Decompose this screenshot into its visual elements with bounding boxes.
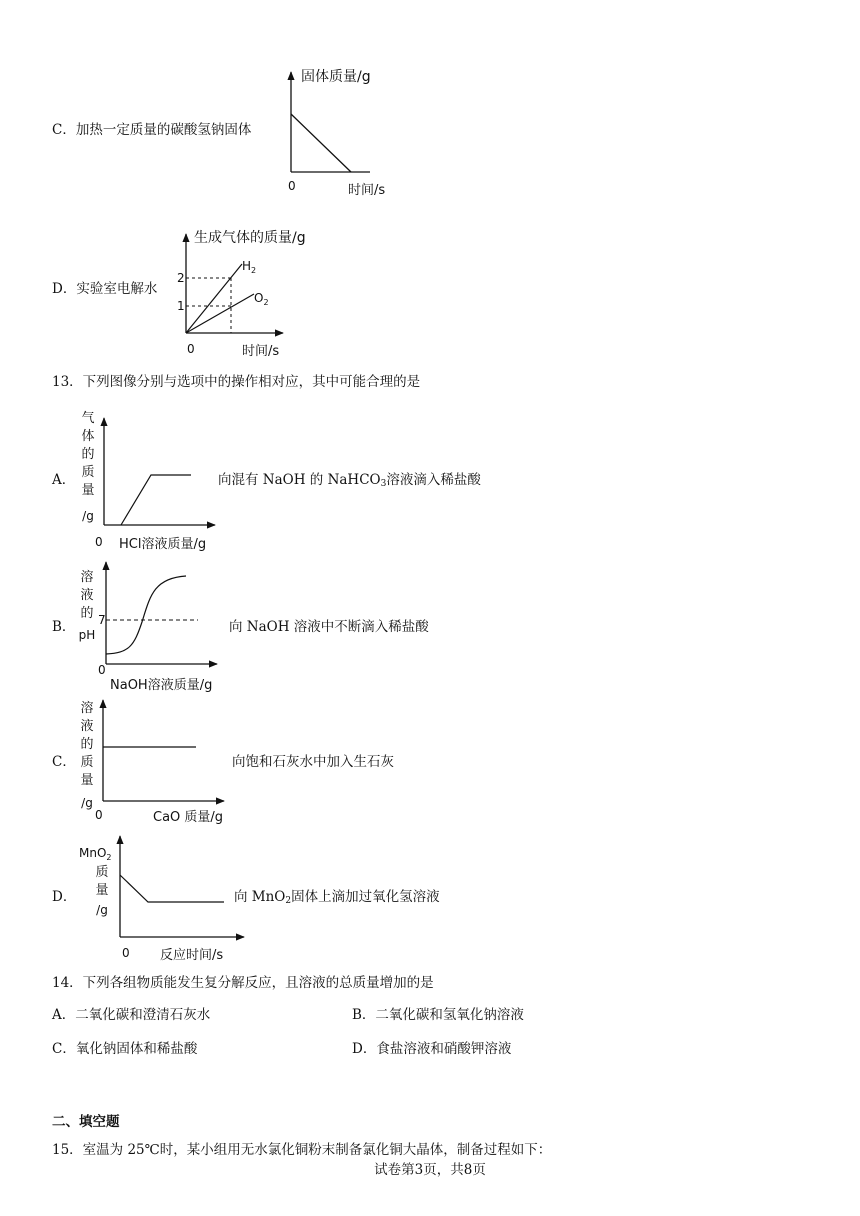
svg-text:气: 气 — [81, 411, 95, 426]
q12c-xlabel: 时间/s — [348, 183, 386, 198]
svg-text:量: 量 — [95, 883, 109, 898]
q13d-xlabel: 反应时间/s — [160, 948, 224, 963]
q12c-origin: 0 — [288, 179, 296, 193]
svg-text:O2: $O_2$ — [254, 291, 269, 307]
q13-stem: 13．下列图像分别与选项中的操作相对应，其中可能合理的是 — [52, 374, 421, 390]
q13-option-c-desc: 向饱和石灰水中加入生石灰 — [232, 754, 394, 770]
q13b-tick-7: 7 — [98, 613, 106, 627]
q12d-o2-label: O — [254, 291, 264, 305]
q12d-o2-line — [186, 294, 254, 333]
svg-text:溶: 溶 — [80, 570, 94, 585]
q13-option-a-desc: 向混有 NaOH 的 NaHCO$_3$溶液滴入稀盐酸 — [218, 472, 481, 489]
svg-text:MnO2: MnO$_2$ — [79, 846, 112, 862]
q13a-gas-curve — [121, 475, 191, 525]
q13d-origin: 0 — [122, 946, 130, 960]
svg-text:质: 质 — [80, 755, 94, 770]
svg-text:液: 液 — [80, 719, 94, 734]
q12d-tick-1: 1 — [177, 299, 185, 313]
q13-option-a-graph — [74, 404, 224, 554]
q12-option-d-label: D．实验室电解水 — [52, 281, 158, 297]
q13-option-c-graph — [74, 694, 244, 834]
svg-text:溶: 溶 — [80, 701, 94, 716]
q12d-tick-2: 2 — [177, 271, 185, 285]
q12-option-c-label: C．加热一定质量的碳酸氢钠固体 — [52, 122, 252, 138]
q13-option-b-letter: B． — [52, 619, 76, 635]
svg-text:的: 的 — [80, 606, 94, 621]
q13-option-b-desc: 向 NaOH 溶液中不断滴入稀盐酸 — [229, 619, 429, 635]
q14-stem: 14．下列各组物质能发生复分解反应，且溶液的总质量增加的是 — [52, 975, 434, 991]
q13-option-c-letter: C． — [52, 754, 76, 770]
q12d-xlabel: 时间/s — [242, 344, 280, 359]
svg-text:的: 的 — [80, 737, 94, 752]
q13a-origin: 0 — [95, 535, 103, 549]
q13-option-d-desc: 向 MnO$_2$固体上滴加过氧化氢溶液 — [234, 889, 440, 906]
svg-text:H2: $H_2$ — [242, 259, 257, 275]
svg-text:量: 量 — [81, 483, 95, 498]
q13-option-a-letter: A． — [52, 472, 76, 488]
svg-text:/g: /g — [96, 903, 108, 917]
q13a-xlabel: HCl溶液质量/g — [119, 537, 207, 552]
q13c-xlabel: CaO 质量/g — [153, 810, 224, 825]
q13d-ylabel-top: MnO — [79, 846, 107, 860]
svg-text:体: 体 — [81, 429, 95, 444]
q12c-ylabel: 固体质量/g — [301, 69, 371, 85]
svg-text:量: 量 — [80, 773, 94, 788]
q12-option-d-graph — [176, 226, 326, 361]
q13d-mno2-curve — [120, 875, 224, 902]
q15-stem: 15．室温为 25℃时，某小组用无水氯化铜粉末制备氯化铜大晶体，制备过程如下： — [52, 1142, 552, 1158]
q14-option-c: C．氧化钠固体和稀盐酸 — [52, 1041, 198, 1057]
svg-text:质: 质 — [81, 465, 95, 480]
q12d-h2-label: H — [242, 259, 252, 273]
q13b-origin: 0 — [98, 663, 106, 677]
svg-text:/g: /g — [82, 509, 94, 523]
q13c-origin: 0 — [95, 808, 103, 822]
q12c-decrease-line — [291, 114, 351, 172]
q13b-xlabel: NaOH溶液质量/g — [110, 678, 213, 693]
svg-text:/g: /g — [81, 796, 93, 810]
q13-option-d-graph — [76, 832, 246, 962]
q13b-ph-curve — [106, 576, 186, 654]
svg-text:的: 的 — [81, 447, 95, 462]
svg-text:质: 质 — [95, 865, 109, 880]
q12-option-c-graph — [280, 62, 400, 202]
q14-option-a: A．二氧化碳和澄清石灰水 — [52, 1007, 211, 1023]
q13-option-b-graph — [74, 556, 234, 696]
q13-option-d-letter: D． — [52, 889, 77, 905]
q12d-ylabel: 生成气体的质量/g — [194, 230, 306, 246]
q14-option-d: D．食盐溶液和硝酸钾溶液 — [352, 1041, 512, 1057]
svg-text:液: 液 — [80, 588, 94, 603]
svg-text:pH: pH — [78, 628, 96, 642]
q14-option-b: B．二氧化碳和氢氧化钠溶液 — [352, 1007, 524, 1023]
q12d-origin: 0 — [187, 342, 195, 356]
section-title: 二、填空题 — [52, 1114, 120, 1130]
q12d-h2-line — [186, 264, 242, 333]
page-footer: 试卷第3页，共8页 — [374, 1162, 486, 1178]
